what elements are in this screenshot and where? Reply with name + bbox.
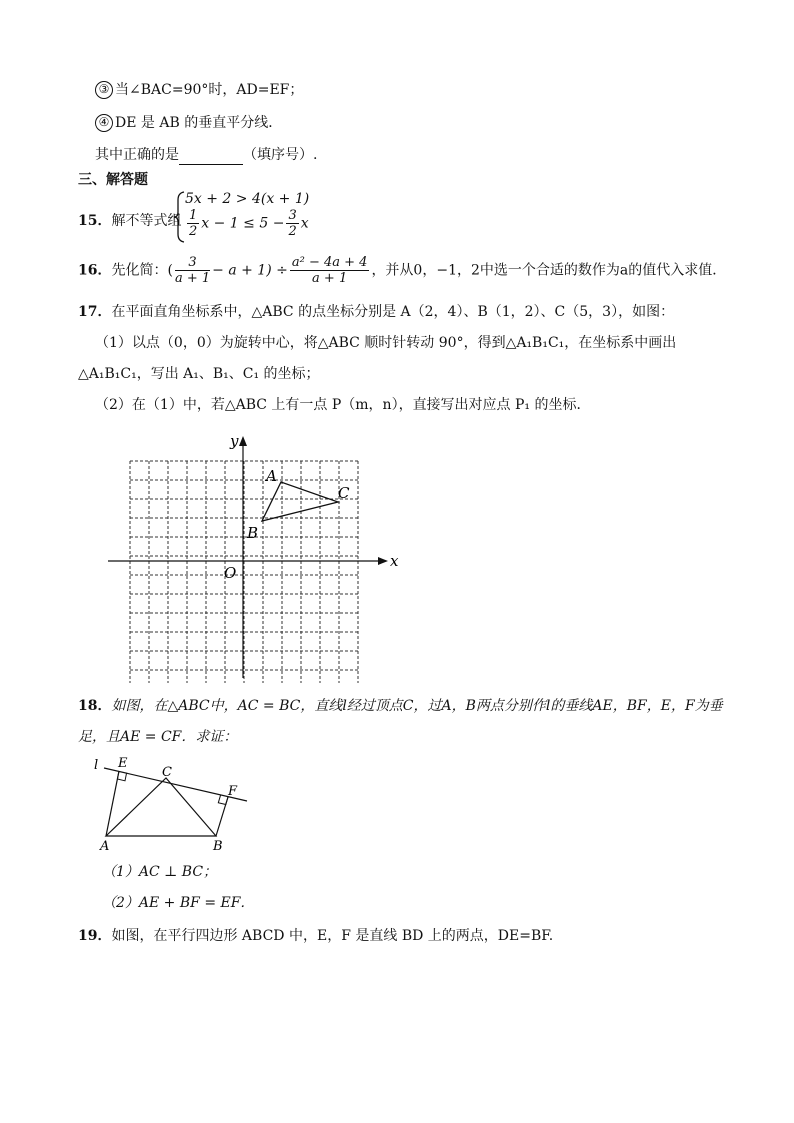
point-e-label: E: [118, 756, 128, 771]
answer-blank[interactable]: [179, 150, 243, 165]
q18-part1: （1）AC ⊥ BC；: [102, 864, 218, 880]
x-axis-label: x: [390, 552, 399, 570]
line-l: [104, 768, 247, 801]
triangle-abc: [262, 482, 338, 521]
question-text: 如图，在平行四边形 ABCD 中，E，F 是直线 BD 上的两点，DE=BF.: [111, 928, 554, 944]
prompt-suffix: （填序号）.: [243, 147, 318, 163]
fraction: $\frac{1}{2}$: [189, 208, 198, 239]
point-f-label: F: [228, 784, 238, 799]
inequality-2: $\frac{1}{2}$ x − 1 ≤ 5 − $\frac{3}{2}$ x: [189, 208, 309, 239]
question-number: 17．: [78, 304, 112, 320]
q19: [78, 926, 553, 946]
q16: 16．先化简：( $\frac{3}{a + 1}$ − a + 1) ÷ $\frac{\text{a² − 4a + 4}}{a + 1}$ ，并从0，−1，2中选一个合适的数作为a的值代入求值．: [78, 255, 727, 286]
fill-in-question: [95, 145, 317, 165]
fraction: $\frac{3}{a + 1}$: [174, 255, 211, 286]
point-a-label: A: [100, 839, 110, 854]
x-axis-arrow: [378, 557, 388, 565]
segment-ae: [106, 771, 119, 836]
statement-text: 当∠BAC=90°时，AD=EF；: [115, 82, 304, 98]
point-c-label: C: [162, 765, 172, 780]
origin-label: O: [224, 564, 237, 582]
q17-stem: [78, 302, 674, 322]
statement-4: [95, 113, 282, 133]
q15-stem: [78, 211, 181, 231]
question-text: 如图，在△ABC中，AC = BC，直线l经过顶点C，过A，B两点分别作l的垂线AE，BF，E，F为垂: [111, 698, 723, 714]
q17-part1-b: △A₁B₁C₁，写出 A₁、B₁、C₁ 的坐标；: [78, 366, 320, 382]
inequality-1: 5x + 2 > 4(x + 1): [185, 191, 310, 207]
triangle-figure: [90, 754, 255, 854]
fraction: $\frac{3}{2}$: [288, 208, 297, 239]
q18-part2: （2）AE + BF = EF．: [102, 895, 255, 911]
circled-marker: ③: [95, 81, 113, 99]
q18-stem: [78, 696, 723, 716]
point-b-label: B: [247, 524, 259, 542]
section-heading: 三、解答题: [78, 172, 148, 188]
question-number: 16．: [78, 262, 112, 279]
system-brace: [172, 190, 186, 244]
fraction: $\frac{\text{a² − 4a + 4}}{a + 1}$: [291, 255, 368, 286]
circled-marker: ④: [95, 114, 113, 132]
prompt-text: 其中正确的是: [95, 147, 179, 163]
y-axis-arrow: [239, 436, 247, 446]
point-a-label: A: [266, 467, 277, 485]
triangle-abc: [106, 778, 216, 836]
q17-part1-a: （1）以点（0，0）为旋转中心，将△ABC 顺时针转动 90°，得到△A₁B₁C₁，在坐标系中画出: [95, 335, 677, 351]
question-text: 在平面直角坐标系中，△ABC 的点坐标分别是 A（2，4）、B（1，2）、C（5，3），如图：: [111, 304, 675, 320]
question-text: 先化简：: [111, 262, 168, 279]
question-number: 18．: [78, 698, 112, 714]
statement-3: [95, 80, 303, 100]
statement-text: DE 是 AB 的垂直平分线．: [115, 115, 283, 131]
y-axis-label: y: [230, 432, 239, 450]
question-text: 解不等式组: [111, 213, 182, 229]
q17-part2: （2）在（1）中，若△ABC 上有一点 P（m，n），直接写出对应点 P₁ 的坐标．: [95, 397, 591, 413]
point-c-label: C: [338, 484, 350, 502]
coordinate-grid-figure: [100, 428, 410, 683]
question-tail: ，并从0，−1，2中选一个合适的数作为a的值代入求值．: [371, 262, 727, 279]
point-b-label: B: [213, 839, 223, 854]
line-l-label: l: [94, 758, 99, 773]
question-number: 15．: [78, 213, 112, 229]
question-number: 19．: [78, 928, 112, 944]
q18-stem-cont: 足，且AE = CF．求证：: [78, 729, 238, 745]
